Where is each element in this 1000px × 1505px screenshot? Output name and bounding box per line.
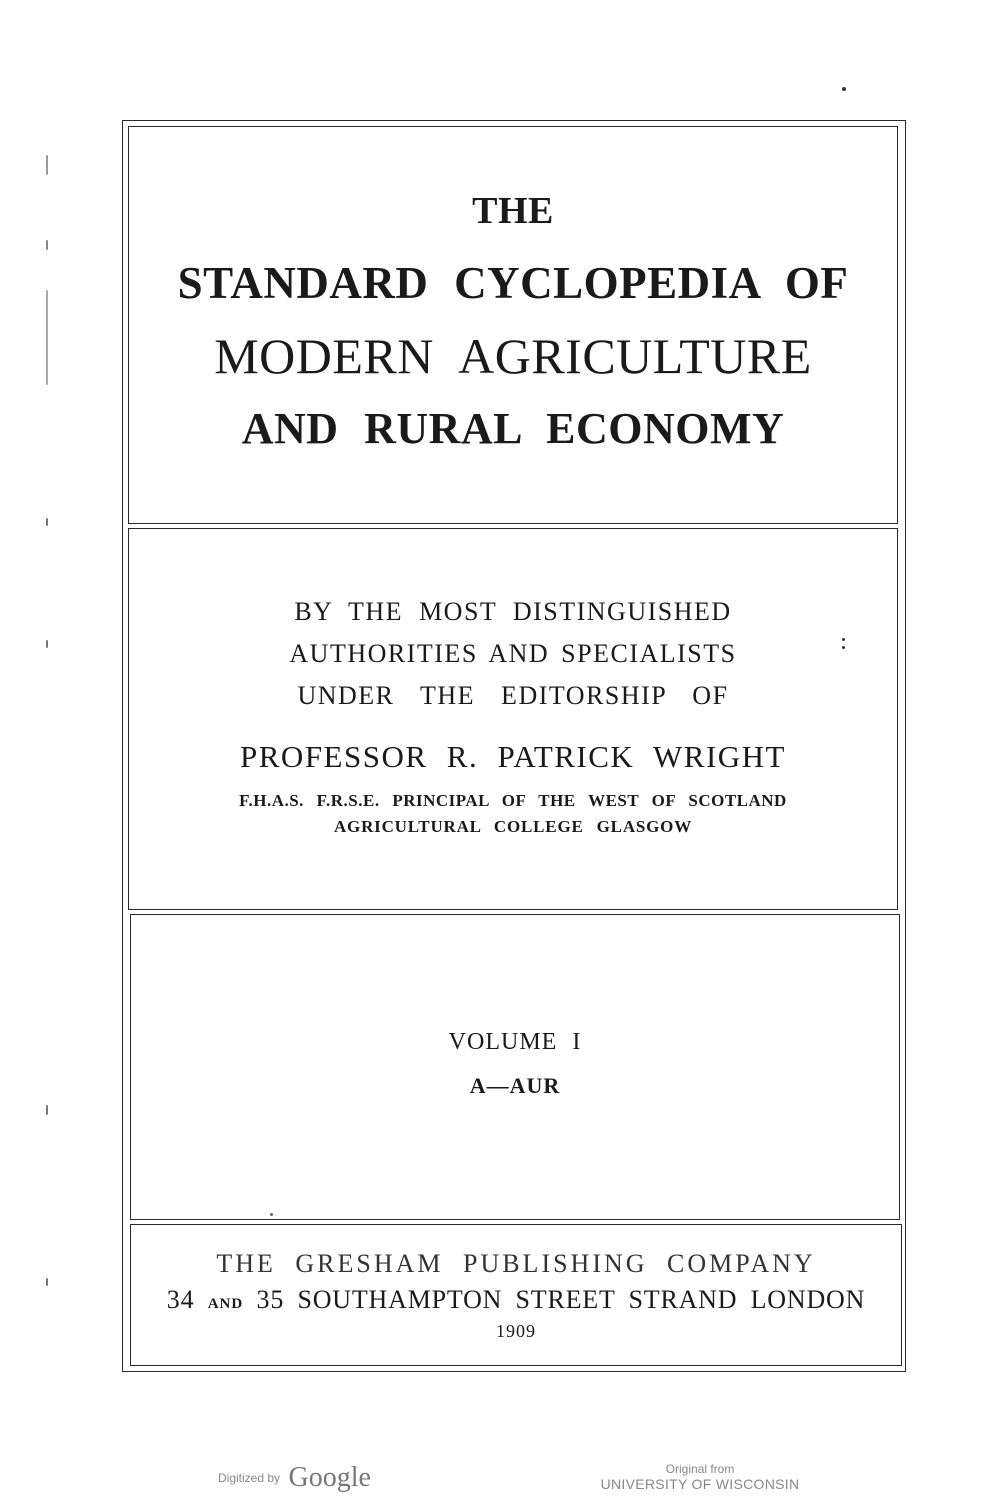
google-logo: Google: [288, 1462, 371, 1493]
original-from-label: Original from: [665, 1462, 735, 1476]
scan-speck: [46, 290, 48, 385]
address-street: SOUTHAMPTON STREET STRAND LONDON: [297, 1285, 866, 1314]
scan-speck: [842, 646, 845, 649]
volume-panel: [130, 914, 900, 1220]
scan-speck: [46, 640, 48, 648]
title-the: THE: [472, 190, 554, 232]
scan-speck: [46, 1278, 48, 1286]
address-number-1: 34: [166, 1285, 195, 1314]
editor-name: PROFESSOR R. PATRICK WRIGHT: [240, 739, 786, 774]
volume-range: A—AUR: [469, 1073, 561, 1098]
address-number-2: 35: [256, 1285, 285, 1314]
authors-panel: [128, 528, 898, 910]
title-rural-economy: AND RURAL ECONOMY: [241, 404, 785, 453]
scan-speck: [842, 87, 846, 91]
publisher-panel: [130, 1224, 902, 1366]
volume-number: VOLUME I: [448, 1029, 582, 1055]
publisher-name: THE GRESHAM PUBLISHING COMPANY: [216, 1249, 816, 1278]
address-and: AND: [207, 1296, 244, 1312]
authors-line-1: BY THE MOST DISTINGUISHED: [294, 597, 732, 626]
title-modern-agriculture: MODERN AGRICULTURE: [214, 328, 812, 384]
scan-speck: [46, 240, 48, 250]
scan-speck: [842, 638, 845, 641]
university-label: UNIVERSITY OF WISCONSIN: [600, 1476, 800, 1492]
scan-speck: [46, 1105, 48, 1115]
editor-credentials-1: F.H.A.S. F.R.S.E. PRINCIPAL OF THE WEST OF SCOTLAND: [239, 791, 787, 810]
scan-speck: [46, 518, 48, 526]
authors-line-3: UNDER THE EDITORSHIP OF: [297, 681, 729, 710]
original-source-watermark: [600, 1462, 800, 1492]
publisher-address: [131, 1285, 901, 1315]
editor-credentials-2: AGRICULTURAL COLLEGE GLASGOW: [333, 817, 692, 836]
title-standard-cyclopedia: STANDARD CYCLOPEDIA OF: [177, 258, 849, 308]
scan-speck: [46, 155, 48, 175]
title-panel: [128, 126, 898, 524]
scan-speck: [270, 1213, 273, 1216]
publication-year: 1909: [496, 1321, 536, 1341]
digitized-by-label: Digitized by: [218, 1471, 281, 1485]
authors-line-2: AUTHORITIES AND SPECIALISTS: [289, 639, 737, 668]
digitized-by-watermark: [218, 1462, 371, 1494]
